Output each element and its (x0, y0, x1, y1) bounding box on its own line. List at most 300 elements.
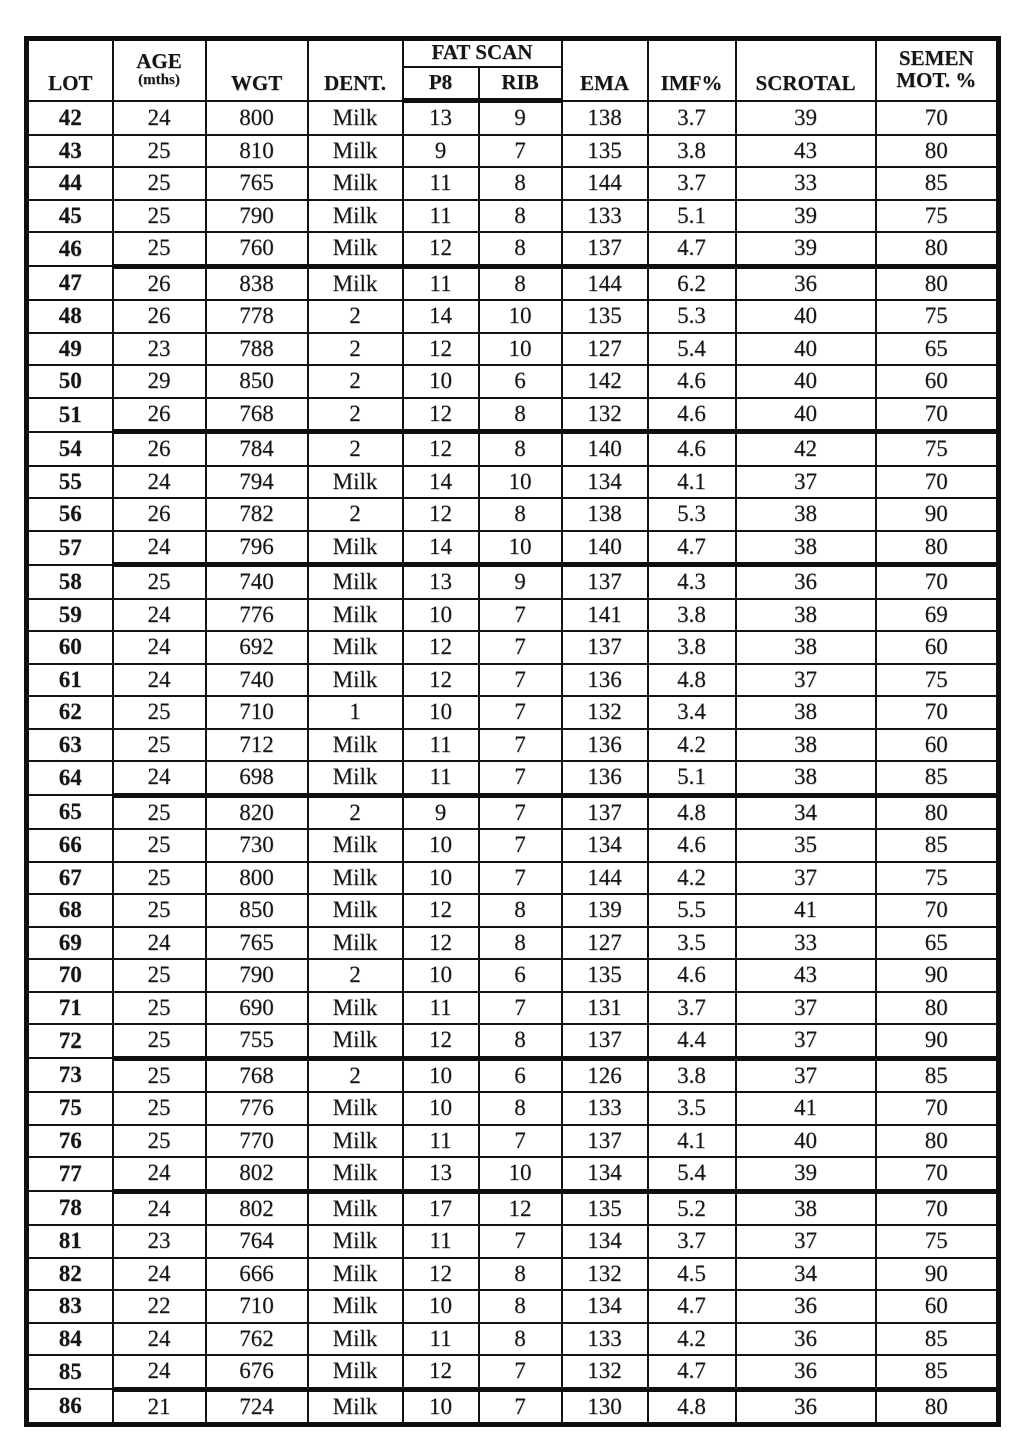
cell-p8: 10 (403, 959, 479, 992)
cell-semen: 70 (876, 894, 999, 927)
cell-imf: 4.2 (648, 729, 736, 762)
cell-rib: 9 (479, 101, 562, 135)
cell-age: 24 (113, 466, 206, 499)
header-imf: IMF% (648, 39, 736, 101)
cell-lot: 46 (27, 232, 113, 266)
cell-ema: 144 (562, 862, 648, 895)
cell-ema: 140 (562, 432, 648, 466)
cell-lot: 78 (27, 1191, 113, 1225)
cell-scrotal: 36 (736, 1323, 876, 1356)
header-ema: EMA (562, 39, 648, 101)
cell-wgt: 698 (206, 761, 308, 795)
cell-lot: 72 (27, 1024, 113, 1058)
cell-rib: 6 (479, 1058, 562, 1092)
cell-dent: Milk (308, 232, 403, 266)
cell-imf: 3.5 (648, 927, 736, 960)
cell-ema: 137 (562, 1024, 648, 1058)
cell-age: 24 (113, 531, 206, 565)
cell-age: 25 (113, 696, 206, 729)
cell-age: 25 (113, 1092, 206, 1125)
cell-dent: Milk (308, 1389, 403, 1425)
cell-rib: 8 (479, 398, 562, 432)
cell-wgt: 790 (206, 959, 308, 992)
cell-semen: 65 (876, 333, 999, 366)
cell-rib: 7 (479, 992, 562, 1025)
cell-scrotal: 37 (736, 466, 876, 499)
cell-semen: 65 (876, 927, 999, 960)
cell-ema: 134 (562, 1225, 648, 1258)
header-scrotal: SCROTAL (736, 39, 876, 101)
cell-semen: 60 (876, 1290, 999, 1323)
cell-imf: 4.8 (648, 1389, 736, 1425)
cell-dent: 2 (308, 333, 403, 366)
cell-lot: 67 (27, 862, 113, 895)
header-semen (876, 39, 999, 101)
cell-ema: 135 (562, 135, 648, 168)
cell-p8: 11 (403, 1225, 479, 1258)
header-row-top (27, 39, 999, 67)
cell-scrotal: 36 (736, 1355, 876, 1389)
cell-scrotal: 39 (736, 1157, 876, 1191)
table-row (27, 1157, 999, 1191)
table-row (27, 466, 999, 499)
cell-lot: 70 (27, 959, 113, 992)
cell-p8: 10 (403, 599, 479, 632)
cell-semen: 70 (876, 1157, 999, 1191)
cell-rib: 10 (479, 1157, 562, 1191)
cell-scrotal: 37 (736, 1225, 876, 1258)
table-row (27, 927, 999, 960)
cell-semen: 90 (876, 959, 999, 992)
header-lot: LOT (27, 39, 113, 101)
cell-lot: 69 (27, 927, 113, 960)
cell-rib: 8 (479, 266, 562, 300)
cell-lot: 45 (27, 200, 113, 233)
cell-dent: 2 (308, 398, 403, 432)
cell-scrotal: 43 (736, 135, 876, 168)
cell-wgt: 712 (206, 729, 308, 762)
table-row (27, 795, 999, 829)
cell-semen: 80 (876, 1125, 999, 1158)
table-row (27, 432, 999, 466)
cell-rib: 6 (479, 959, 562, 992)
cell-wgt: 676 (206, 1355, 308, 1389)
cell-wgt: 764 (206, 1225, 308, 1258)
cell-p8: 12 (403, 232, 479, 266)
cell-ema: 136 (562, 761, 648, 795)
cell-rib: 8 (479, 167, 562, 200)
cell-lot: 57 (27, 531, 113, 565)
cell-imf: 4.1 (648, 466, 736, 499)
cell-rib: 7 (479, 664, 562, 697)
cell-lot: 64 (27, 761, 113, 795)
cell-dent: Milk (308, 992, 403, 1025)
cell-scrotal: 37 (736, 862, 876, 895)
cell-rib: 7 (479, 1389, 562, 1425)
cell-ema: 137 (562, 795, 648, 829)
cell-lot: 43 (27, 135, 113, 168)
cell-semen: 85 (876, 1355, 999, 1389)
cell-imf: 4.6 (648, 959, 736, 992)
cell-semen: 80 (876, 992, 999, 1025)
cell-p8: 11 (403, 266, 479, 300)
cell-rib: 10 (479, 466, 562, 499)
cell-age: 26 (113, 266, 206, 300)
cell-p8: 12 (403, 398, 479, 432)
cell-dent: 2 (308, 795, 403, 829)
cell-lot: 49 (27, 333, 113, 366)
cell-semen: 60 (876, 365, 999, 398)
cell-imf: 4.4 (648, 1024, 736, 1058)
cell-lot: 82 (27, 1258, 113, 1291)
cell-ema: 137 (562, 1125, 648, 1158)
cell-scrotal: 38 (736, 531, 876, 565)
cell-p8: 11 (403, 1323, 479, 1356)
cell-semen: 75 (876, 432, 999, 466)
cell-rib: 8 (479, 927, 562, 960)
cell-p8: 9 (403, 795, 479, 829)
cell-scrotal: 37 (736, 1058, 876, 1092)
header-wgt: WGT (206, 39, 308, 101)
cell-wgt: 692 (206, 631, 308, 664)
cell-dent: Milk (308, 664, 403, 697)
cell-age: 25 (113, 795, 206, 829)
cell-ema: 133 (562, 200, 648, 233)
cell-age: 24 (113, 927, 206, 960)
table-row (27, 101, 999, 135)
table-row (27, 664, 999, 697)
cell-rib: 9 (479, 565, 562, 599)
cell-scrotal: 36 (736, 266, 876, 300)
cell-wgt: 768 (206, 1058, 308, 1092)
cell-imf: 4.7 (648, 1355, 736, 1389)
cell-dent: Milk (308, 1191, 403, 1225)
cell-p8: 11 (403, 200, 479, 233)
cell-semen: 85 (876, 829, 999, 862)
cell-ema: 132 (562, 1258, 648, 1291)
cell-ema: 141 (562, 599, 648, 632)
cell-ema: 140 (562, 531, 648, 565)
cell-wgt: 778 (206, 300, 308, 333)
table-row (27, 135, 999, 168)
cell-age: 24 (113, 1323, 206, 1356)
cell-p8: 12 (403, 631, 479, 664)
cell-imf: 3.7 (648, 1225, 736, 1258)
header-age-unit: (mths) (138, 71, 180, 88)
header-dent: DENT. (308, 39, 403, 101)
cell-rib: 8 (479, 1290, 562, 1323)
cell-ema: 132 (562, 1355, 648, 1389)
cell-lot: 85 (27, 1355, 113, 1389)
cell-wgt: 820 (206, 795, 308, 829)
cell-dent: Milk (308, 761, 403, 795)
cell-dent: Milk (308, 167, 403, 200)
cell-dent: Milk (308, 927, 403, 960)
cell-p8: 12 (403, 432, 479, 466)
cell-imf: 4.6 (648, 432, 736, 466)
table-row (27, 232, 999, 266)
cell-ema: 135 (562, 300, 648, 333)
cell-imf: 4.5 (648, 1258, 736, 1291)
cell-scrotal: 39 (736, 200, 876, 233)
cell-semen: 70 (876, 1191, 999, 1225)
cell-lot: 44 (27, 167, 113, 200)
cell-wgt: 690 (206, 992, 308, 1025)
cell-lot: 68 (27, 894, 113, 927)
cell-dent: Milk (308, 266, 403, 300)
cell-ema: 138 (562, 101, 648, 135)
table-row (27, 829, 999, 862)
cell-scrotal: 39 (736, 101, 876, 135)
cell-rib: 7 (479, 1355, 562, 1389)
cell-wgt: 784 (206, 432, 308, 466)
cell-rib: 7 (479, 696, 562, 729)
cell-age: 25 (113, 565, 206, 599)
cell-rib: 8 (479, 232, 562, 266)
table-row (27, 333, 999, 366)
cell-semen: 85 (876, 1323, 999, 1356)
table-row (27, 498, 999, 531)
cell-wgt: 666 (206, 1258, 308, 1291)
cell-wgt: 765 (206, 167, 308, 200)
cell-scrotal: 41 (736, 1092, 876, 1125)
cell-p8: 11 (403, 167, 479, 200)
cell-imf: 4.6 (648, 398, 736, 432)
cell-p8: 10 (403, 1290, 479, 1323)
cell-p8: 12 (403, 664, 479, 697)
cell-imf: 4.1 (648, 1125, 736, 1158)
table-body (27, 101, 999, 1425)
cell-imf: 3.8 (648, 631, 736, 664)
cell-wgt: 850 (206, 365, 308, 398)
header-p8: P8 (403, 67, 479, 101)
cell-semen: 85 (876, 1058, 999, 1092)
table-row (27, 1355, 999, 1389)
cell-dent: 2 (308, 365, 403, 398)
cell-ema: 134 (562, 829, 648, 862)
cell-wgt: 788 (206, 333, 308, 366)
cell-wgt: 724 (206, 1389, 308, 1425)
cell-ema: 138 (562, 498, 648, 531)
cell-rib: 10 (479, 531, 562, 565)
cell-lot: 84 (27, 1323, 113, 1356)
cell-p8: 14 (403, 531, 479, 565)
cell-wgt: 730 (206, 829, 308, 862)
cell-semen: 90 (876, 1024, 999, 1058)
cell-semen: 70 (876, 398, 999, 432)
cell-age: 23 (113, 1225, 206, 1258)
table-row (27, 565, 999, 599)
cell-scrotal: 36 (736, 565, 876, 599)
cell-ema: 137 (562, 631, 648, 664)
cell-rib: 8 (479, 1258, 562, 1291)
cell-ema: 136 (562, 664, 648, 697)
cell-age: 25 (113, 894, 206, 927)
cell-wgt: 765 (206, 927, 308, 960)
cell-p8: 11 (403, 1125, 479, 1158)
cell-age: 21 (113, 1389, 206, 1425)
cell-scrotal: 33 (736, 927, 876, 960)
cell-p8: 12 (403, 894, 479, 927)
cell-dent: 2 (308, 959, 403, 992)
cell-lot: 48 (27, 300, 113, 333)
cell-lot: 75 (27, 1092, 113, 1125)
cell-ema: 133 (562, 1092, 648, 1125)
cell-rib: 8 (479, 498, 562, 531)
cell-scrotal: 35 (736, 829, 876, 862)
cell-age: 24 (113, 1355, 206, 1389)
cell-semen: 75 (876, 300, 999, 333)
cell-imf: 4.3 (648, 565, 736, 599)
lot-data-table (24, 36, 1001, 1427)
cell-imf: 4.2 (648, 862, 736, 895)
cell-dent: 1 (308, 696, 403, 729)
cell-ema: 137 (562, 232, 648, 266)
cell-ema: 135 (562, 959, 648, 992)
table-row (27, 729, 999, 762)
cell-wgt: 760 (206, 232, 308, 266)
cell-scrotal: 37 (736, 992, 876, 1025)
cell-semen: 90 (876, 1258, 999, 1291)
cell-lot: 42 (27, 101, 113, 135)
cell-semen: 80 (876, 795, 999, 829)
cell-lot: 66 (27, 829, 113, 862)
cell-scrotal: 37 (736, 664, 876, 697)
cell-wgt: 782 (206, 498, 308, 531)
cell-ema: 130 (562, 1389, 648, 1425)
cell-scrotal: 40 (736, 300, 876, 333)
cell-dent: Milk (308, 599, 403, 632)
table-row (27, 167, 999, 200)
table-row (27, 531, 999, 565)
cell-p8: 10 (403, 696, 479, 729)
cell-age: 26 (113, 300, 206, 333)
table-header (27, 39, 999, 101)
header-age (113, 39, 206, 101)
cell-imf: 4.6 (648, 365, 736, 398)
table-row (27, 398, 999, 432)
cell-dent: 2 (308, 498, 403, 531)
cell-p8: 14 (403, 300, 479, 333)
cell-rib: 7 (479, 862, 562, 895)
cell-wgt: 768 (206, 398, 308, 432)
cell-scrotal: 39 (736, 232, 876, 266)
cell-age: 25 (113, 829, 206, 862)
cell-p8: 10 (403, 365, 479, 398)
cell-ema: 132 (562, 398, 648, 432)
cell-rib: 8 (479, 432, 562, 466)
table-row (27, 631, 999, 664)
cell-dent: Milk (308, 729, 403, 762)
cell-lot: 58 (27, 565, 113, 599)
cell-p8: 10 (403, 1058, 479, 1092)
cell-lot: 86 (27, 1389, 113, 1425)
cell-ema: 144 (562, 167, 648, 200)
cell-age: 23 (113, 333, 206, 366)
cell-wgt: 776 (206, 599, 308, 632)
cell-lot: 47 (27, 266, 113, 300)
cell-dent: Milk (308, 829, 403, 862)
cell-lot: 62 (27, 696, 113, 729)
cell-lot: 55 (27, 466, 113, 499)
cell-rib: 12 (479, 1191, 562, 1225)
cell-ema: 135 (562, 1191, 648, 1225)
cell-p8: 11 (403, 992, 479, 1025)
cell-wgt: 776 (206, 1092, 308, 1125)
cell-imf: 4.8 (648, 795, 736, 829)
cell-semen: 85 (876, 167, 999, 200)
cell-imf: 5.1 (648, 200, 736, 233)
cell-scrotal: 38 (736, 729, 876, 762)
cell-imf: 3.8 (648, 1058, 736, 1092)
cell-p8: 9 (403, 135, 479, 168)
cell-dent: Milk (308, 1323, 403, 1356)
cell-dent: Milk (308, 1024, 403, 1058)
cell-dent: 2 (308, 1058, 403, 1092)
cell-age: 29 (113, 365, 206, 398)
cell-wgt: 794 (206, 466, 308, 499)
cell-semen: 80 (876, 232, 999, 266)
table-row (27, 599, 999, 632)
cell-age: 24 (113, 1157, 206, 1191)
cell-imf: 3.5 (648, 1092, 736, 1125)
cell-semen: 60 (876, 729, 999, 762)
header-semen-line1: SEMEN (898, 46, 974, 71)
cell-imf: 5.4 (648, 1157, 736, 1191)
cell-rib: 8 (479, 1024, 562, 1058)
table-row (27, 992, 999, 1025)
cell-age: 24 (113, 631, 206, 664)
table-row (27, 894, 999, 927)
table-row (27, 266, 999, 300)
cell-p8: 12 (403, 1355, 479, 1389)
table-row (27, 862, 999, 895)
cell-wgt: 710 (206, 696, 308, 729)
cell-age: 25 (113, 1058, 206, 1092)
cell-dent: Milk (308, 1092, 403, 1125)
cell-ema: 132 (562, 696, 648, 729)
cell-dent: Milk (308, 1225, 403, 1258)
cell-imf: 4.6 (648, 829, 736, 862)
cell-dent: Milk (308, 101, 403, 135)
header-rib: RIB (479, 67, 562, 101)
cell-p8: 13 (403, 101, 479, 135)
cell-rib: 8 (479, 894, 562, 927)
cell-rib: 7 (479, 135, 562, 168)
cell-scrotal: 43 (736, 959, 876, 992)
cell-ema: 139 (562, 894, 648, 927)
cell-rib: 7 (479, 761, 562, 795)
cell-imf: 4.8 (648, 664, 736, 697)
cell-imf: 5.3 (648, 300, 736, 333)
table-row (27, 1290, 999, 1323)
cell-age: 24 (113, 1191, 206, 1225)
table-row (27, 1323, 999, 1356)
cell-semen: 75 (876, 664, 999, 697)
cell-scrotal: 34 (736, 795, 876, 829)
cell-age: 24 (113, 1258, 206, 1291)
table-row (27, 200, 999, 233)
cell-p8: 10 (403, 829, 479, 862)
cell-rib: 7 (479, 829, 562, 862)
cell-semen: 75 (876, 862, 999, 895)
table-row (27, 761, 999, 795)
cell-lot: 73 (27, 1058, 113, 1092)
cell-wgt: 790 (206, 200, 308, 233)
cell-age: 25 (113, 992, 206, 1025)
cell-imf: 3.4 (648, 696, 736, 729)
cell-rib: 10 (479, 300, 562, 333)
